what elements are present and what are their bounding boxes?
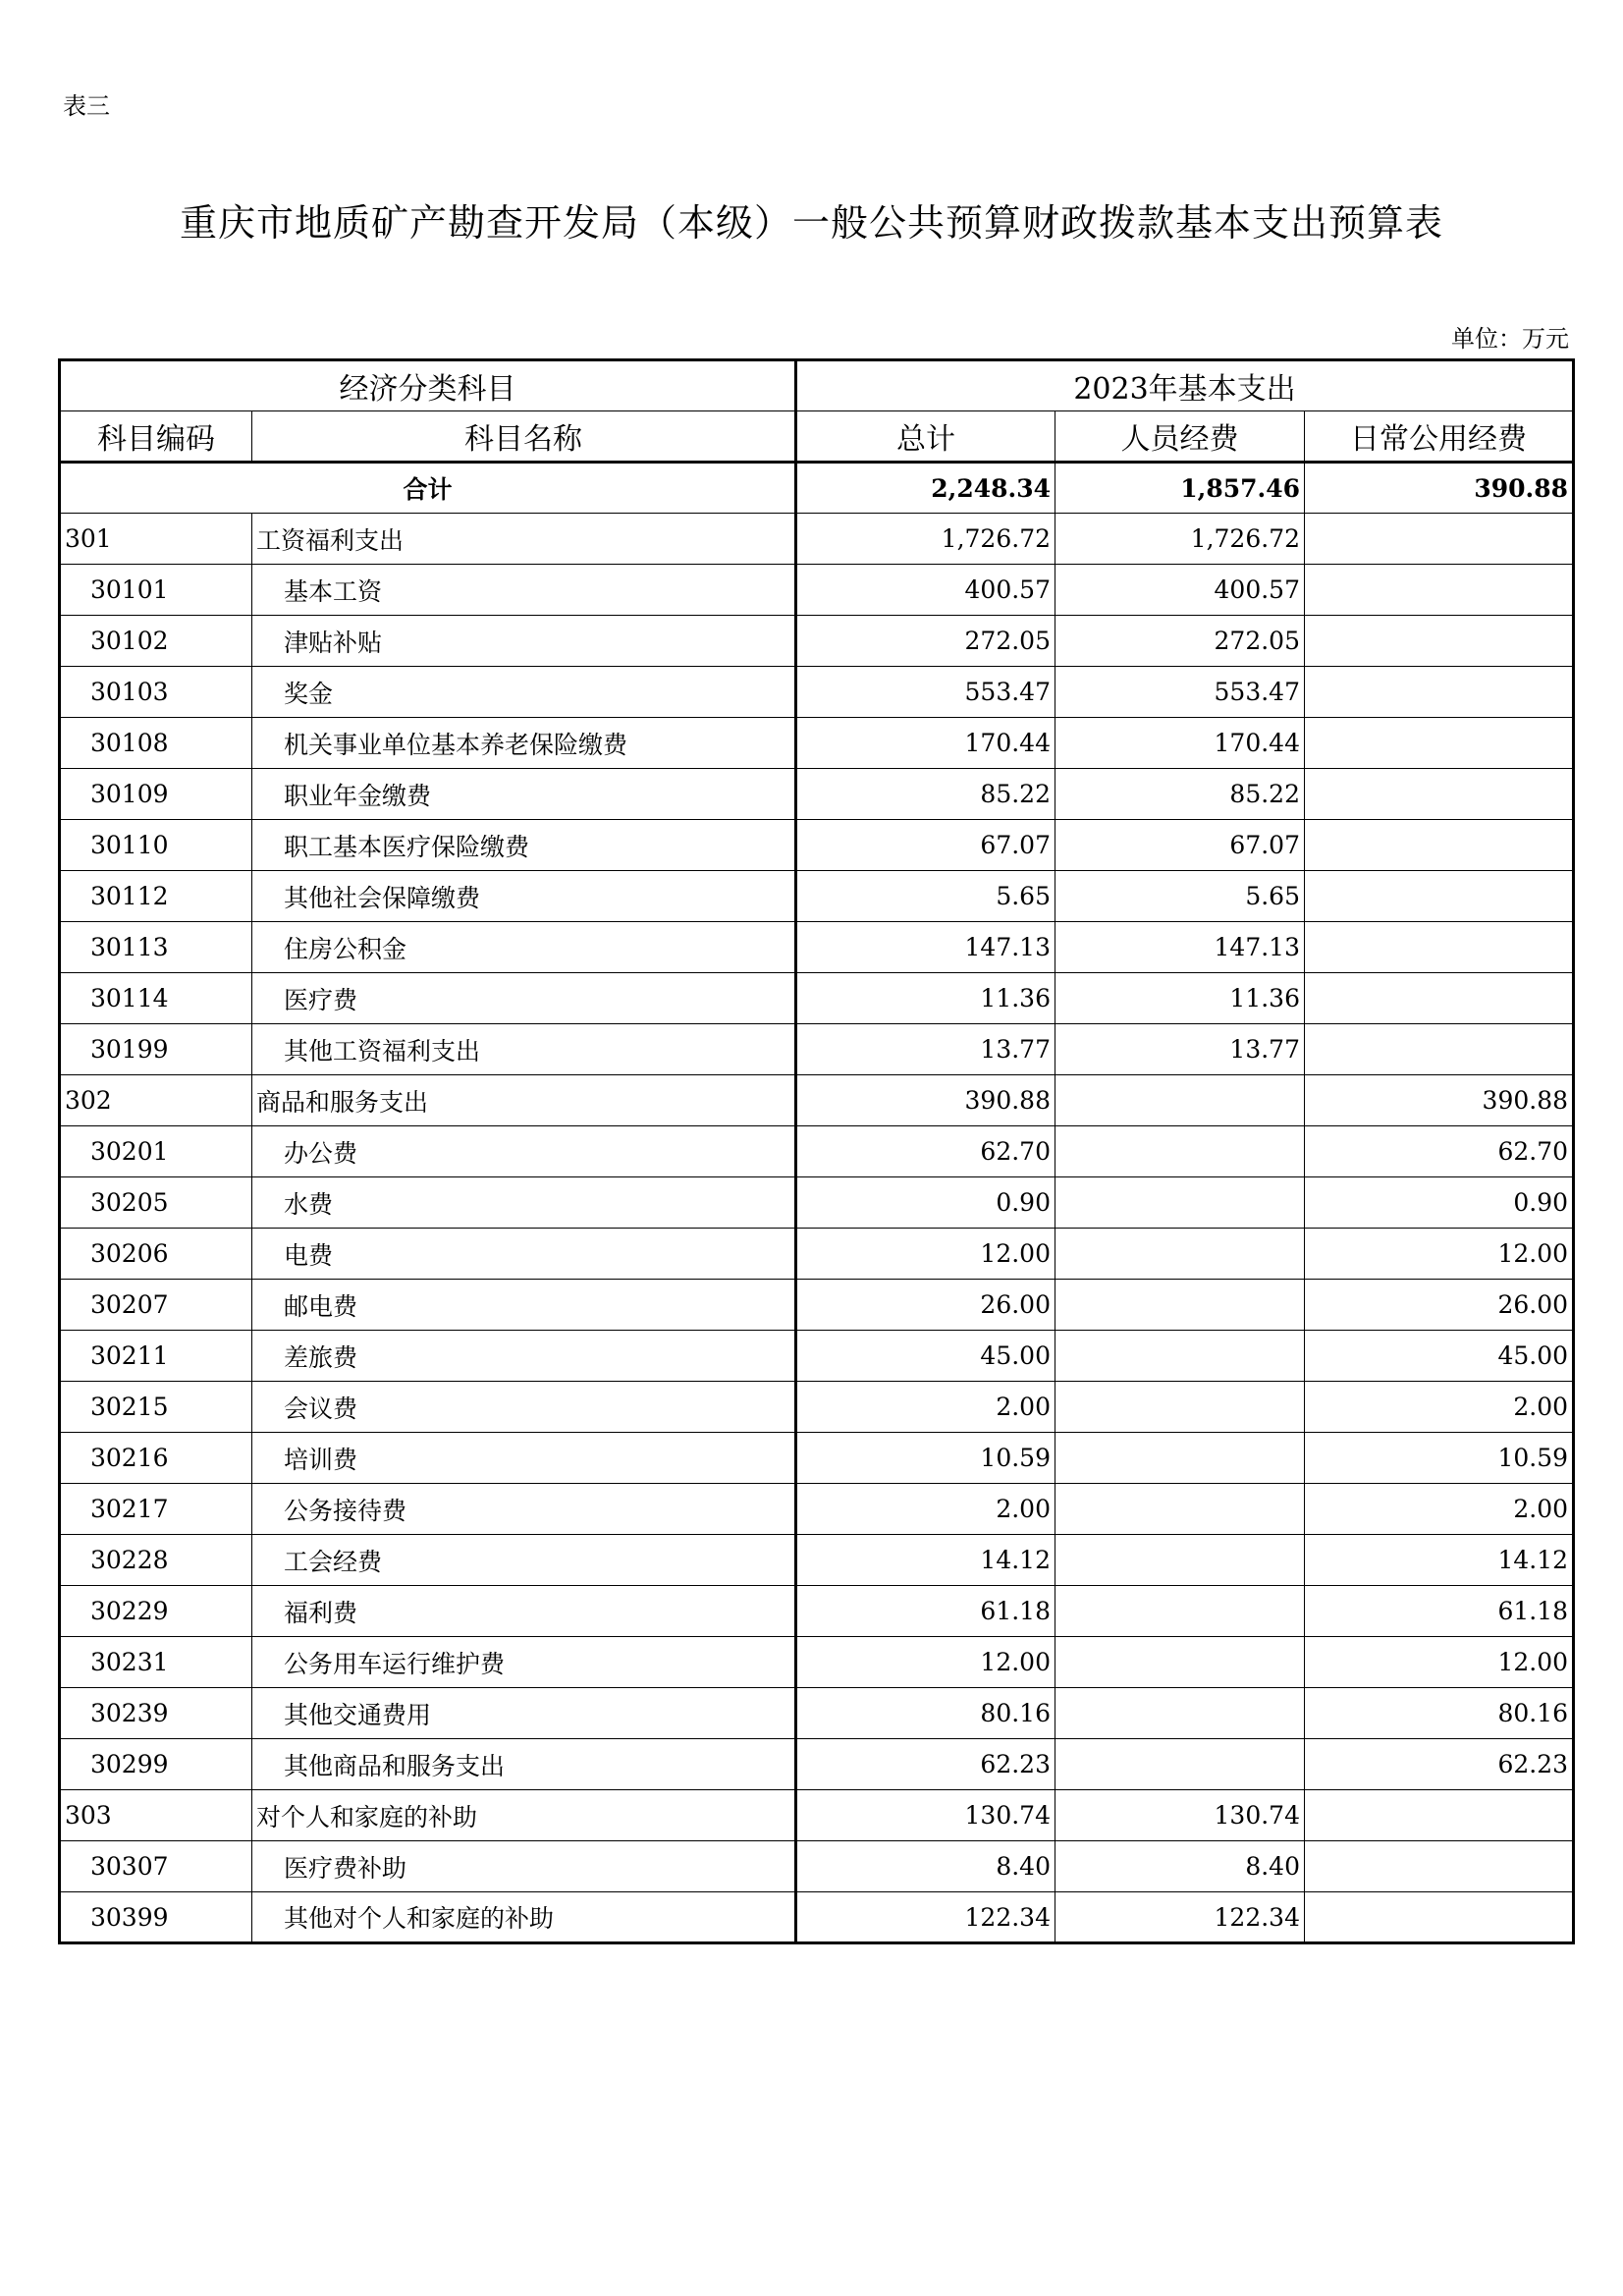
row-public xyxy=(1305,1841,1574,1892)
row-public xyxy=(1305,1892,1574,1943)
row-total: 80.16 xyxy=(796,1688,1055,1739)
row-total: 85.22 xyxy=(796,769,1055,820)
header-row-1 xyxy=(60,360,1574,411)
row-personnel: 122.34 xyxy=(1055,1892,1305,1943)
row-public: 12.00 xyxy=(1305,1229,1574,1280)
row-personnel: 67.07 xyxy=(1055,820,1305,871)
row-public xyxy=(1305,973,1574,1024)
row-code: 30299 xyxy=(60,1739,252,1790)
table-row xyxy=(60,1126,1574,1177)
row-name: 医疗费 xyxy=(252,973,796,1024)
row-public: 26.00 xyxy=(1305,1280,1574,1331)
row-name: 其他社会保障缴费 xyxy=(252,871,796,922)
table-row xyxy=(60,1075,1574,1126)
row-personnel xyxy=(1055,1075,1305,1126)
row-name: 工会经费 xyxy=(252,1535,796,1586)
row-personnel xyxy=(1055,1535,1305,1586)
row-personnel xyxy=(1055,1586,1305,1637)
row-total: 272.05 xyxy=(796,616,1055,667)
row-public: 80.16 xyxy=(1305,1688,1574,1739)
table-row xyxy=(60,1739,1574,1790)
row-name: 其他交通费用 xyxy=(252,1688,796,1739)
row-code: 30108 xyxy=(60,718,252,769)
header-name: 科目名称 xyxy=(252,411,796,463)
row-total: 10.59 xyxy=(796,1433,1055,1484)
row-name: 培训费 xyxy=(252,1433,796,1484)
row-public: 390.88 xyxy=(1305,1075,1574,1126)
row-public xyxy=(1305,616,1574,667)
row-code: 301 xyxy=(60,514,252,565)
row-total: 12.00 xyxy=(796,1229,1055,1280)
header-economic-category: 经济分类科目 xyxy=(60,360,796,411)
row-personnel: 170.44 xyxy=(1055,718,1305,769)
row-code: 30207 xyxy=(60,1280,252,1331)
row-code: 30307 xyxy=(60,1841,252,1892)
row-personnel: 11.36 xyxy=(1055,973,1305,1024)
table-row xyxy=(60,616,1574,667)
row-public: 62.70 xyxy=(1305,1126,1574,1177)
row-total: 2.00 xyxy=(796,1484,1055,1535)
row-name: 职工基本医疗保险缴费 xyxy=(252,820,796,871)
summary-total: 2,248.34 xyxy=(796,463,1055,514)
row-personnel: 85.22 xyxy=(1055,769,1305,820)
table-row xyxy=(60,820,1574,871)
table-row xyxy=(60,565,1574,616)
summary-public: 390.88 xyxy=(1305,463,1574,514)
row-total: 26.00 xyxy=(796,1280,1055,1331)
row-code: 30112 xyxy=(60,871,252,922)
row-name: 邮电费 xyxy=(252,1280,796,1331)
row-name: 公务接待费 xyxy=(252,1484,796,1535)
row-public: 2.00 xyxy=(1305,1484,1574,1535)
row-name: 福利费 xyxy=(252,1586,796,1637)
row-name: 办公费 xyxy=(252,1126,796,1177)
row-total: 147.13 xyxy=(796,922,1055,973)
row-code: 30205 xyxy=(60,1177,252,1229)
header-basic-expenditure: 2023年基本支出 xyxy=(796,360,1574,411)
summary-label: 合计 xyxy=(60,463,796,514)
row-total: 122.34 xyxy=(796,1892,1055,1943)
table-row xyxy=(60,1688,1574,1739)
row-public xyxy=(1305,1024,1574,1075)
row-name: 住房公积金 xyxy=(252,922,796,973)
row-name: 职业年金缴费 xyxy=(252,769,796,820)
row-personnel: 147.13 xyxy=(1055,922,1305,973)
row-personnel xyxy=(1055,1739,1305,1790)
header-personnel: 人员经费 xyxy=(1055,411,1305,463)
row-total: 67.07 xyxy=(796,820,1055,871)
row-code: 30228 xyxy=(60,1535,252,1586)
row-total: 11.36 xyxy=(796,973,1055,1024)
table-row xyxy=(60,667,1574,718)
row-name: 对个人和家庭的补助 xyxy=(252,1790,796,1841)
row-total: 553.47 xyxy=(796,667,1055,718)
row-public xyxy=(1305,820,1574,871)
row-code: 30217 xyxy=(60,1484,252,1535)
row-public xyxy=(1305,514,1574,565)
table-row xyxy=(60,718,1574,769)
row-public: 10.59 xyxy=(1305,1433,1574,1484)
row-personnel: 130.74 xyxy=(1055,1790,1305,1841)
row-code: 303 xyxy=(60,1790,252,1841)
row-public: 14.12 xyxy=(1305,1535,1574,1586)
table-row xyxy=(60,1892,1574,1943)
row-name: 其他对个人和家庭的补助 xyxy=(252,1892,796,1943)
table-row xyxy=(60,1637,1574,1688)
row-name: 基本工资 xyxy=(252,565,796,616)
header-total: 总计 xyxy=(796,411,1055,463)
row-code: 30239 xyxy=(60,1688,252,1739)
row-code: 30229 xyxy=(60,1586,252,1637)
table-row xyxy=(60,1790,1574,1841)
row-code: 30399 xyxy=(60,1892,252,1943)
row-code: 30215 xyxy=(60,1382,252,1433)
row-personnel xyxy=(1055,1280,1305,1331)
row-personnel xyxy=(1055,1637,1305,1688)
row-code: 30216 xyxy=(60,1433,252,1484)
table-row xyxy=(60,1382,1574,1433)
row-total: 14.12 xyxy=(796,1535,1055,1586)
summary-row xyxy=(60,463,1574,514)
row-personnel: 13.77 xyxy=(1055,1024,1305,1075)
row-public: 61.18 xyxy=(1305,1586,1574,1637)
row-name: 电费 xyxy=(252,1229,796,1280)
table-row xyxy=(60,1229,1574,1280)
row-code: 30102 xyxy=(60,616,252,667)
row-name: 其他商品和服务支出 xyxy=(252,1739,796,1790)
row-total: 62.70 xyxy=(796,1126,1055,1177)
table-row xyxy=(60,1586,1574,1637)
unit-label: 单位：万元 xyxy=(1451,325,1569,353)
row-code: 30199 xyxy=(60,1024,252,1075)
row-code: 30201 xyxy=(60,1126,252,1177)
row-personnel xyxy=(1055,1484,1305,1535)
row-code: 30113 xyxy=(60,922,252,973)
table-row xyxy=(60,514,1574,565)
row-public xyxy=(1305,922,1574,973)
row-personnel: 272.05 xyxy=(1055,616,1305,667)
row-personnel: 1,726.72 xyxy=(1055,514,1305,565)
row-code: 30231 xyxy=(60,1637,252,1688)
row-personnel xyxy=(1055,1177,1305,1229)
row-public xyxy=(1305,769,1574,820)
row-total: 2.00 xyxy=(796,1382,1055,1433)
table-row xyxy=(60,871,1574,922)
row-name: 奖金 xyxy=(252,667,796,718)
table-row xyxy=(60,973,1574,1024)
row-public: 45.00 xyxy=(1305,1331,1574,1382)
row-code: 302 xyxy=(60,1075,252,1126)
row-name: 差旅费 xyxy=(252,1331,796,1382)
row-personnel xyxy=(1055,1126,1305,1177)
row-total: 45.00 xyxy=(796,1331,1055,1382)
row-total: 62.23 xyxy=(796,1739,1055,1790)
row-public xyxy=(1305,1790,1574,1841)
table-row xyxy=(60,1024,1574,1075)
row-name: 津贴补贴 xyxy=(252,616,796,667)
row-total: 5.65 xyxy=(796,871,1055,922)
row-name: 商品和服务支出 xyxy=(252,1075,796,1126)
row-personnel: 8.40 xyxy=(1055,1841,1305,1892)
row-total: 0.90 xyxy=(796,1177,1055,1229)
row-total: 12.00 xyxy=(796,1637,1055,1688)
row-name: 水费 xyxy=(252,1177,796,1229)
row-personnel: 553.47 xyxy=(1055,667,1305,718)
row-name: 其他工资福利支出 xyxy=(252,1024,796,1075)
table-row xyxy=(60,1280,1574,1331)
row-total: 61.18 xyxy=(796,1586,1055,1637)
header-public: 日常公用经费 xyxy=(1305,411,1574,463)
row-personnel: 400.57 xyxy=(1055,565,1305,616)
table-row xyxy=(60,922,1574,973)
table-row xyxy=(60,1331,1574,1382)
row-public: 2.00 xyxy=(1305,1382,1574,1433)
row-total: 400.57 xyxy=(796,565,1055,616)
row-code: 30211 xyxy=(60,1331,252,1382)
summary-personnel: 1,857.46 xyxy=(1055,463,1305,514)
row-personnel: 5.65 xyxy=(1055,871,1305,922)
row-code: 30114 xyxy=(60,973,252,1024)
header-code: 科目编码 xyxy=(60,411,252,463)
row-name: 工资福利支出 xyxy=(252,514,796,565)
row-name: 机关事业单位基本养老保险缴费 xyxy=(252,718,796,769)
row-public xyxy=(1305,667,1574,718)
table-row xyxy=(60,1484,1574,1535)
row-total: 390.88 xyxy=(796,1075,1055,1126)
row-name: 会议费 xyxy=(252,1382,796,1433)
row-public: 12.00 xyxy=(1305,1637,1574,1688)
row-personnel xyxy=(1055,1331,1305,1382)
row-public xyxy=(1305,871,1574,922)
row-code: 30110 xyxy=(60,820,252,871)
row-personnel xyxy=(1055,1229,1305,1280)
row-personnel xyxy=(1055,1688,1305,1739)
row-personnel xyxy=(1055,1382,1305,1433)
row-total: 170.44 xyxy=(796,718,1055,769)
row-total: 8.40 xyxy=(796,1841,1055,1892)
row-code: 30103 xyxy=(60,667,252,718)
row-public: 0.90 xyxy=(1305,1177,1574,1229)
table-row xyxy=(60,769,1574,820)
row-public xyxy=(1305,565,1574,616)
table-row xyxy=(60,1841,1574,1892)
table-number-label: 表三 xyxy=(63,92,110,120)
row-total: 130.74 xyxy=(796,1790,1055,1841)
row-code: 30101 xyxy=(60,565,252,616)
budget-table xyxy=(58,358,1575,1944)
table-row xyxy=(60,1177,1574,1229)
row-name: 医疗费补助 xyxy=(252,1841,796,1892)
row-total: 13.77 xyxy=(796,1024,1055,1075)
table-row xyxy=(60,1433,1574,1484)
row-name: 公务用车运行维护费 xyxy=(252,1637,796,1688)
row-public: 62.23 xyxy=(1305,1739,1574,1790)
row-code: 30109 xyxy=(60,769,252,820)
row-public xyxy=(1305,718,1574,769)
table-row xyxy=(60,1535,1574,1586)
header-row-2 xyxy=(60,411,1574,463)
row-total: 1,726.72 xyxy=(796,514,1055,565)
row-personnel xyxy=(1055,1433,1305,1484)
row-code: 30206 xyxy=(60,1229,252,1280)
page-title: 重庆市地质矿产勘查开发局（本级）一般公共预算财政拨款基本支出预算表 xyxy=(179,201,1443,245)
